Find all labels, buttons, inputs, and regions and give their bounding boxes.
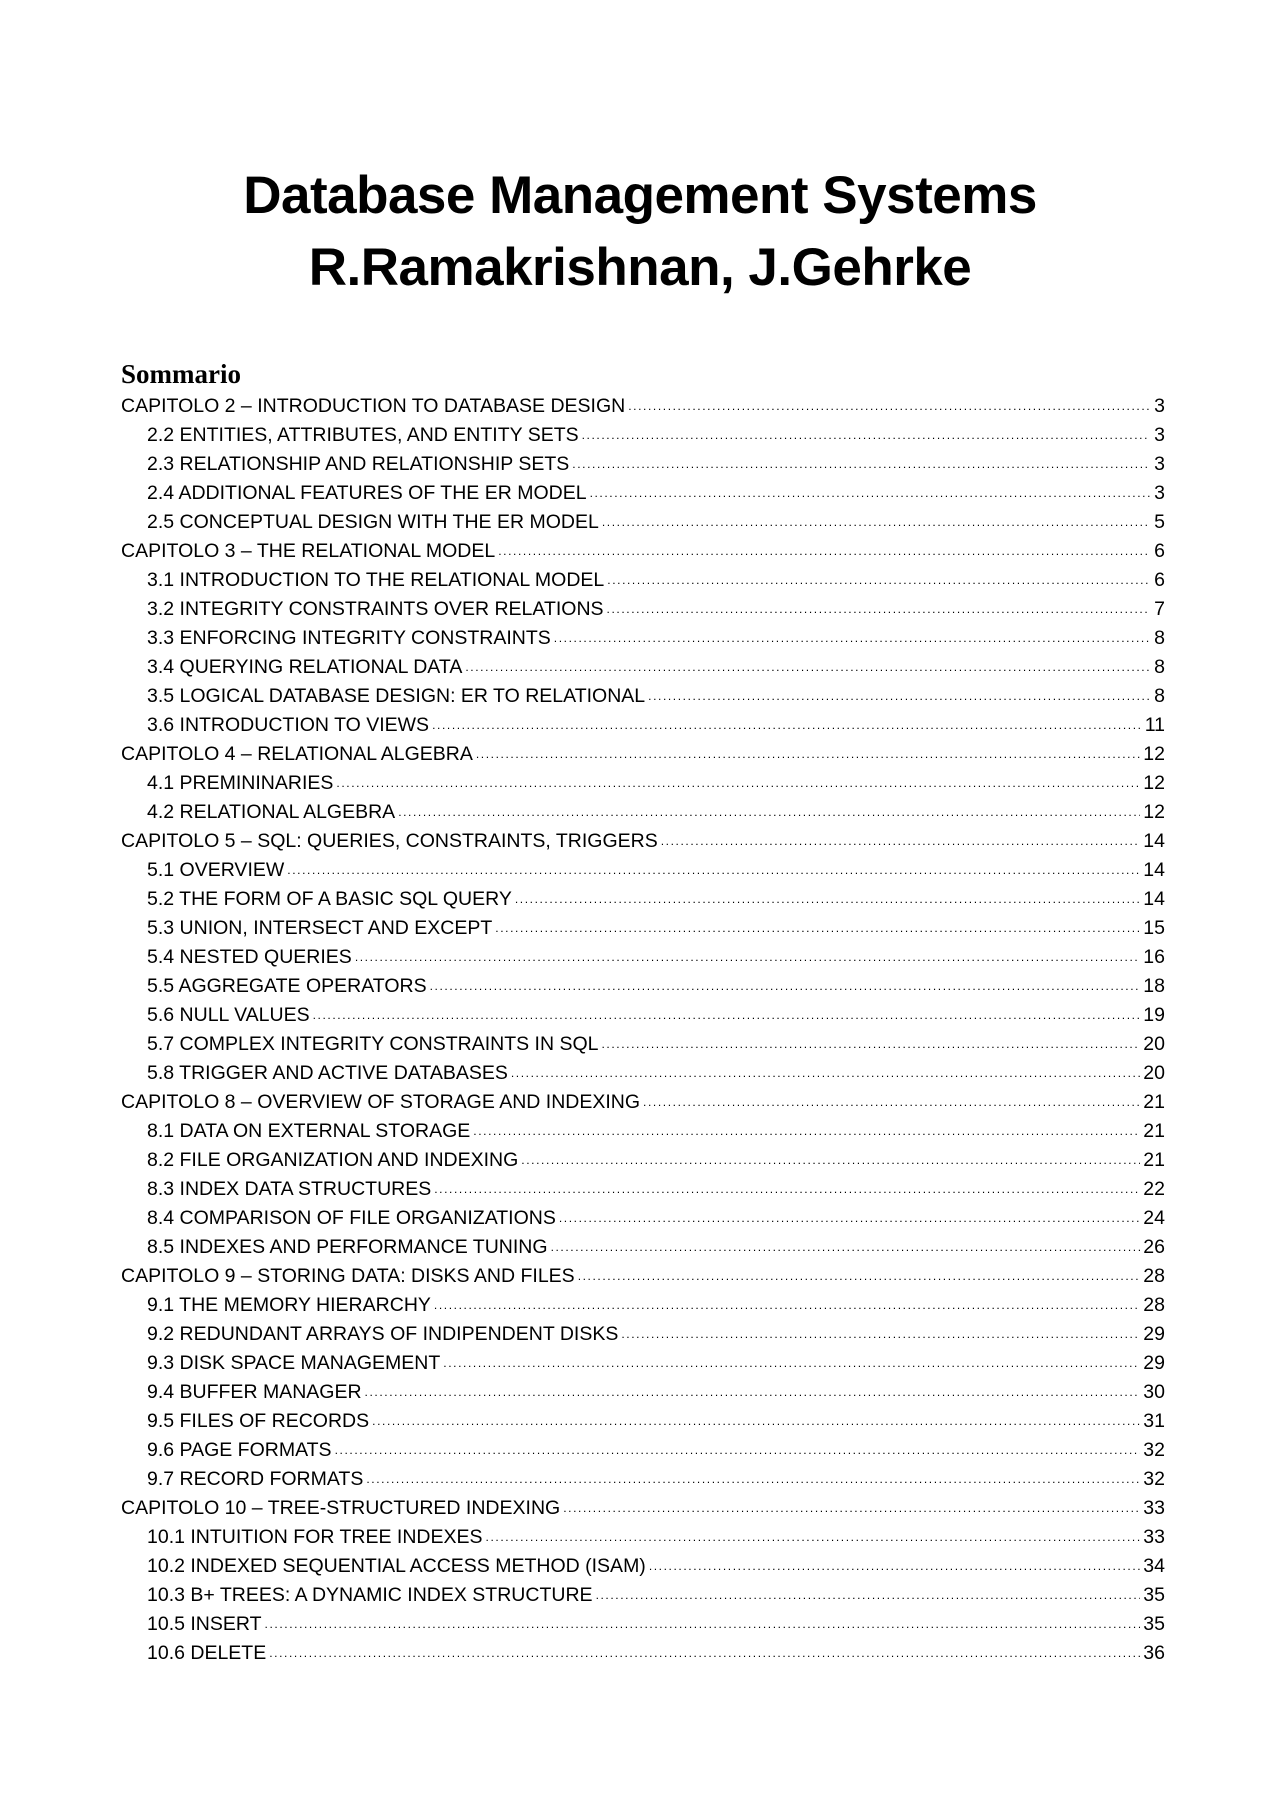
toc-entry-page-number: 32	[1143, 1468, 1165, 1490]
toc-entry-title: 5.1 OVERVIEW	[147, 859, 285, 881]
toc-entry-title: 3.6 INTRODUCTION TO VIEWS	[147, 714, 430, 736]
toc-entry-page-number: 7	[1154, 598, 1165, 620]
toc-entry-title: 8.2 FILE ORGANIZATION AND INDEXING	[147, 1149, 519, 1171]
toc-entry-page-number: 21	[1143, 1149, 1165, 1171]
toc-chapter-entry[interactable]	[121, 1088, 1165, 1117]
toc-section-entry[interactable]	[121, 1523, 1165, 1552]
toc-dot-leader	[495, 912, 1140, 943]
toc-entry-title: 2.4 ADDITIONAL FEATURES OF THE ER MODEL	[147, 482, 587, 504]
toc-section-entry[interactable]	[121, 1320, 1165, 1349]
toc-section-entry[interactable]	[121, 1059, 1165, 1088]
toc-entry-title: 9.3 DISK SPACE MANAGEMENT	[147, 1352, 441, 1374]
toc-dot-leader	[596, 1579, 1141, 1610]
toc-entry-page-number: 28	[1143, 1265, 1165, 1287]
toc-section-entry[interactable]	[121, 1465, 1165, 1494]
toc-section-entry[interactable]	[121, 1581, 1165, 1610]
toc-entry-title: 5.2 THE FORM OF A BASIC SQL QUERY	[147, 888, 512, 910]
toc-entry-title: 3.3 ENFORCING INTEGRITY CONSTRAINTS	[147, 627, 551, 649]
toc-entry-page-number: 21	[1143, 1120, 1165, 1142]
toc-dot-leader	[554, 622, 1150, 653]
toc-entry-page-number: 33	[1143, 1497, 1165, 1519]
toc-section-entry[interactable]	[121, 624, 1165, 653]
toc-entry-title: 10.6 DELETE	[147, 1642, 267, 1664]
toc-entry-title: 3.4 QUERYING RELATIONAL DATA	[147, 656, 463, 678]
toc-section-entry[interactable]	[121, 566, 1165, 595]
toc-entry-page-number: 6	[1154, 569, 1165, 591]
toc-dot-leader	[661, 825, 1141, 856]
toc-section-entry[interactable]	[121, 1030, 1165, 1059]
toc-entry-page-number: 34	[1143, 1555, 1165, 1577]
toc-entry-title: 8.1 DATA ON EXTERNAL STORAGE	[147, 1120, 471, 1142]
toc-section-entry[interactable]	[121, 856, 1165, 885]
toc-entry-title: 4.2 RELATIONAL ALGEBRA	[147, 801, 396, 823]
toc-section-entry[interactable]	[121, 1001, 1165, 1030]
toc-dot-leader	[473, 1115, 1140, 1146]
toc-section-entry[interactable]	[121, 479, 1165, 508]
toc-chapter-entry[interactable]	[121, 392, 1165, 421]
toc-entry-title: 9.6 PAGE FORMATS	[147, 1439, 332, 1461]
toc-entry-page-number: 19	[1143, 1004, 1165, 1026]
toc-entry-title: 10.1 INTUITION FOR TREE INDEXES	[147, 1526, 483, 1548]
toc-entry-page-number: 5	[1154, 511, 1165, 533]
toc-entry-page-number: 20	[1143, 1033, 1165, 1055]
toc-entry-title: 10.3 B+ TREES: A DYNAMIC INDEX STRUCTURE	[147, 1584, 593, 1606]
toc-dot-leader	[434, 1289, 1140, 1320]
toc-section-entry[interactable]	[121, 914, 1165, 943]
toc-entry-title: 3.5 LOGICAL DATABASE DESIGN: ER TO RELATIONAL	[147, 685, 646, 707]
toc-entry-title: CAPITOLO 5 – SQL: QUERIES, CONSTRAINTS, TRIGGERS	[121, 830, 658, 852]
toc-dot-leader	[434, 1173, 1140, 1204]
toc-section-entry[interactable]	[121, 682, 1165, 711]
toc-entry-title: 8.5 INDEXES AND PERFORMANCE TUNING	[147, 1236, 548, 1258]
toc-entry-page-number: 8	[1154, 685, 1165, 707]
toc-entry-title: 9.1 THE MEMORY HIERARCHY	[147, 1294, 431, 1316]
toc-chapter-entry[interactable]	[121, 740, 1165, 769]
toc-entry-page-number: 14	[1143, 830, 1165, 852]
toc-entry-page-number: 22	[1143, 1178, 1165, 1200]
toc-entry-title: CAPITOLO 2 – INTRODUCTION TO DATABASE DESIGN	[121, 395, 626, 417]
toc-entry-title: 8.4 COMPARISON OF FILE ORGANIZATIONS	[147, 1207, 556, 1229]
toc-dot-leader	[265, 1608, 1141, 1639]
toc-dot-leader	[602, 506, 1150, 537]
toc-dot-leader	[336, 767, 1140, 798]
toc-entry-title: 3.1 INTRODUCTION TO THE RELATIONAL MODEL	[147, 569, 605, 591]
toc-dot-leader	[365, 1376, 1141, 1407]
toc-dot-leader	[498, 535, 1150, 566]
toc-entry-page-number: 18	[1143, 975, 1165, 997]
toc-dot-leader	[287, 854, 1140, 885]
toc-chapter-entry[interactable]	[121, 1262, 1165, 1291]
toc-section-entry[interactable]	[121, 1378, 1165, 1407]
toc-entry-title: 5.7 COMPLEX INTEGRITY CONSTRAINTS IN SQL	[147, 1033, 599, 1055]
toc-dot-leader	[628, 390, 1150, 421]
toc-section-entry[interactable]	[121, 943, 1165, 972]
toc-section-entry[interactable]	[121, 1407, 1165, 1436]
toc-dot-leader	[643, 1086, 1140, 1117]
toc-dot-leader	[572, 448, 1150, 479]
toc-dot-leader	[551, 1231, 1141, 1262]
toc-dot-leader	[430, 970, 1141, 1001]
toc-section-entry[interactable]	[121, 798, 1165, 827]
toc-entry-page-number: 35	[1143, 1613, 1165, 1635]
toc-section-entry[interactable]	[121, 1610, 1165, 1639]
toc-section-entry[interactable]	[121, 1291, 1165, 1320]
toc-dot-leader	[366, 1463, 1140, 1494]
toc-entry-title: 5.8 TRIGGER AND ACTIVE DATABASES	[147, 1062, 508, 1084]
toc-entry-title: CAPITOLO 8 – OVERVIEW OF STORAGE AND INDEXING	[121, 1091, 641, 1113]
toc-entry-title: 10.2 INDEXED SEQUENTIAL ACCESS METHOD (ISAM)	[147, 1555, 646, 1577]
document-authors: R.Ramakrishnan, J.Gehrke	[308, 238, 972, 297]
toc-entry-title: 4.1 PREMININARIES	[147, 772, 334, 794]
toc-entry-page-number: 26	[1143, 1236, 1165, 1258]
toc-dot-leader	[486, 1521, 1141, 1552]
toc-entry-page-number: 33	[1143, 1526, 1165, 1548]
toc-entry-page-number: 21	[1143, 1091, 1165, 1113]
toc-entry-title: 9.4 BUFFER MANAGER	[147, 1381, 362, 1403]
toc-entry-title: 9.7 RECORD FORMATS	[147, 1468, 364, 1490]
toc-entry-page-number: 8	[1154, 627, 1165, 649]
toc-entry-page-number: 3	[1154, 453, 1165, 475]
toc-dot-leader	[335, 1434, 1141, 1465]
toc-entry-title: 2.5 CONCEPTUAL DESIGN WITH THE ER MODEL	[147, 511, 599, 533]
toc-section-entry[interactable]	[121, 1552, 1165, 1581]
title-block	[0, 160, 1280, 304]
toc-section-entry[interactable]	[121, 508, 1165, 537]
toc-section-entry[interactable]	[121, 1436, 1165, 1465]
toc-chapter-entry[interactable]	[121, 827, 1165, 856]
toc-entry-page-number: 30	[1143, 1381, 1165, 1403]
table-of-contents	[121, 392, 1165, 1668]
toc-entry-page-number: 32	[1143, 1439, 1165, 1461]
toc-entry-page-number: 28	[1143, 1294, 1165, 1316]
toc-dot-leader	[269, 1637, 1140, 1668]
toc-entry-title: 5.3 UNION, INTERSECT AND EXCEPT	[147, 917, 493, 939]
toc-dot-leader	[443, 1347, 1140, 1378]
toc-dot-leader	[648, 680, 1150, 711]
toc-entry-page-number: 12	[1143, 772, 1165, 794]
toc-entry-page-number: 3	[1154, 424, 1165, 446]
toc-section-entry[interactable]	[121, 1204, 1165, 1233]
toc-dot-leader	[511, 1057, 1140, 1088]
toc-section-entry[interactable]	[121, 972, 1165, 1001]
toc-dot-leader	[521, 1144, 1140, 1175]
toc-entry-page-number: 29	[1143, 1323, 1165, 1345]
toc-section-entry[interactable]	[121, 421, 1165, 450]
toc-entry-page-number: 20	[1143, 1062, 1165, 1084]
toc-dot-leader	[398, 796, 1140, 827]
toc-heading: Sommario	[121, 359, 241, 389]
toc-dot-leader	[649, 1550, 1140, 1581]
toc-dot-leader	[563, 1492, 1140, 1523]
document-title: Database Management Systems	[243, 166, 1037, 225]
toc-entry-title: 9.2 REDUNDANT ARRAYS OF INDIPENDENT DISKS	[147, 1323, 619, 1345]
toc-entry-title: 5.6 NULL VALUES	[147, 1004, 310, 1026]
toc-chapter-entry[interactable]	[121, 537, 1165, 566]
toc-dot-leader	[372, 1405, 1140, 1436]
toc-entry-page-number: 16	[1143, 946, 1165, 968]
toc-entry-page-number: 36	[1143, 1642, 1165, 1664]
toc-entry-title: 5.5 AGGREGATE OPERATORS	[147, 975, 427, 997]
toc-entry-title: 8.3 INDEX DATA STRUCTURES	[147, 1178, 432, 1200]
toc-entry-page-number: 35	[1143, 1584, 1165, 1606]
toc-chapter-entry[interactable]	[121, 1494, 1165, 1523]
toc-dot-leader	[607, 564, 1150, 595]
toc-entry-title: 2.2 ENTITIES, ATTRIBUTES, AND ENTITY SETS	[147, 424, 579, 446]
toc-entry-title: 5.4 NESTED QUERIES	[147, 946, 352, 968]
toc-entry-title: 2.3 RELATIONSHIP AND RELATIONSHIP SETS	[147, 453, 570, 475]
toc-dot-leader	[476, 738, 1140, 769]
toc-entry-page-number: 3	[1154, 482, 1165, 504]
toc-section-entry[interactable]	[121, 711, 1165, 740]
toc-dot-leader	[559, 1202, 1140, 1233]
toc-entry-title: 10.5 INSERT	[147, 1613, 262, 1635]
toc-entry-title: CAPITOLO 3 – THE RELATIONAL MODEL	[121, 540, 496, 562]
toc-entry-page-number: 12	[1143, 801, 1165, 823]
toc-entry-title: CAPITOLO 4 – RELATIONAL ALGEBRA	[121, 743, 473, 765]
toc-section-entry[interactable]	[121, 1146, 1165, 1175]
toc-entry-page-number: 3	[1154, 395, 1165, 417]
toc-section-entry[interactable]	[121, 769, 1165, 798]
toc-entry-page-number: 14	[1143, 859, 1165, 881]
toc-entry-page-number: 14	[1143, 888, 1165, 910]
toc-section-entry[interactable]	[121, 1175, 1165, 1204]
toc-entry-page-number: 31	[1143, 1410, 1165, 1432]
toc-section-entry[interactable]	[121, 1233, 1165, 1262]
toc-dot-leader	[582, 419, 1150, 450]
toc-dot-leader	[313, 999, 1141, 1030]
toc-section-entry[interactable]	[121, 1349, 1165, 1378]
toc-entry-title: CAPITOLO 9 – STORING DATA: DISKS AND FILES	[121, 1265, 575, 1287]
toc-entry-page-number: 29	[1143, 1352, 1165, 1374]
toc-entry-title: 3.2 INTEGRITY CONSTRAINTS OVER RELATIONS	[147, 598, 604, 620]
toc-entry-page-number: 15	[1143, 917, 1165, 939]
toc-entry-page-number: 6	[1154, 540, 1165, 562]
toc-section-entry[interactable]	[121, 653, 1165, 682]
toc-entry-page-number: 8	[1154, 656, 1165, 678]
toc-section-entry[interactable]	[121, 1639, 1165, 1668]
toc-dot-leader	[607, 593, 1150, 624]
toc-dot-leader	[590, 477, 1150, 508]
toc-section-entry[interactable]	[121, 595, 1165, 624]
toc-dot-leader	[621, 1318, 1140, 1349]
toc-section-entry[interactable]	[121, 885, 1165, 914]
toc-dot-leader	[432, 709, 1142, 740]
toc-entry-page-number: 12	[1143, 743, 1165, 765]
toc-dot-leader	[355, 941, 1140, 972]
toc-entry-title: CAPITOLO 10 – TREE-STRUCTURED INDEXING	[121, 1497, 561, 1519]
toc-entry-title: 9.5 FILES OF RECORDS	[147, 1410, 370, 1432]
toc-dot-leader	[601, 1028, 1140, 1059]
toc-entry-page-number: 11	[1144, 714, 1165, 736]
toc-section-entry[interactable]	[121, 450, 1165, 479]
toc-dot-leader	[578, 1260, 1141, 1291]
toc-dot-leader	[515, 883, 1140, 914]
toc-entry-page-number: 24	[1143, 1207, 1165, 1229]
toc-dot-leader	[465, 651, 1150, 682]
toc-section-entry[interactable]	[121, 1117, 1165, 1146]
